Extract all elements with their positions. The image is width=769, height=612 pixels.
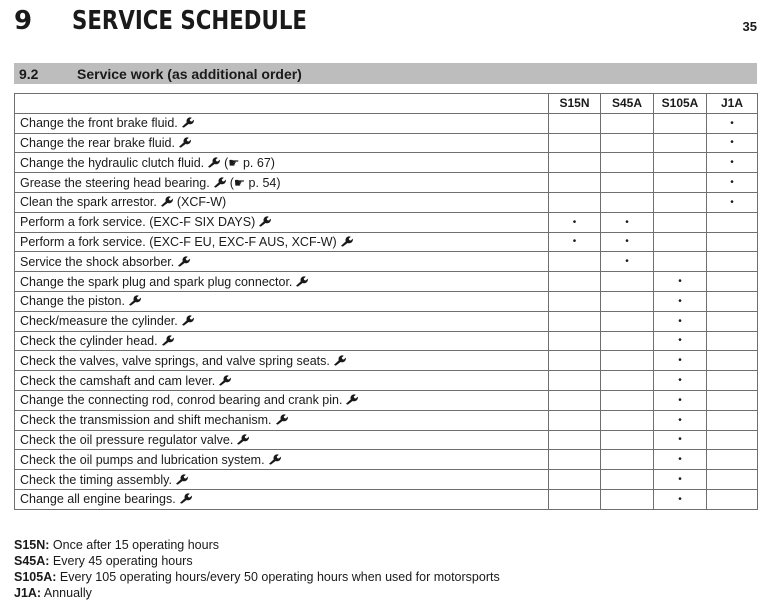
task-label: Change the front brake fluid. bbox=[20, 116, 178, 131]
interval-mark-cell bbox=[549, 331, 601, 351]
legend-key: S15N: bbox=[14, 538, 50, 552]
interval-mark-cell: • bbox=[654, 410, 707, 430]
column-header: S45A bbox=[601, 94, 654, 114]
task-label: Change all engine bearings. bbox=[20, 492, 176, 507]
wrench-icon bbox=[207, 156, 220, 168]
table-row bbox=[15, 153, 758, 173]
task-cell bbox=[15, 153, 549, 173]
interval-mark-cell bbox=[654, 133, 707, 153]
interval-mark-cell bbox=[601, 291, 654, 311]
interval-mark-cell bbox=[707, 311, 758, 331]
task-label: Check the camshaft and cam lever. bbox=[20, 373, 216, 388]
table-row bbox=[15, 430, 758, 450]
interval-mark-cell: • bbox=[654, 331, 707, 351]
interval-mark-cell bbox=[707, 450, 758, 470]
wrench-icon bbox=[160, 195, 173, 207]
interval-mark-cell bbox=[549, 311, 601, 331]
table-row bbox=[15, 351, 758, 371]
interval-mark-cell bbox=[549, 272, 601, 292]
interval-mark-cell: • bbox=[707, 173, 758, 193]
wrench-icon bbox=[179, 492, 192, 504]
interval-mark-cell bbox=[707, 212, 758, 232]
legend-key: S45A: bbox=[14, 554, 50, 568]
interval-mark-cell: • bbox=[654, 371, 707, 391]
task-cell bbox=[15, 430, 549, 450]
task-label: Change the connecting rod, conrod bearing and crank pin. bbox=[20, 393, 343, 408]
interval-mark-cell bbox=[654, 113, 707, 133]
interval-mark-cell bbox=[549, 450, 601, 470]
wrench-icon bbox=[181, 116, 194, 128]
interval-mark-cell bbox=[601, 311, 654, 331]
legend-text: Once after 15 operating hours bbox=[52, 538, 219, 552]
task-cell bbox=[15, 291, 549, 311]
interval-mark-cell bbox=[601, 430, 654, 450]
interval-mark-cell bbox=[654, 192, 707, 212]
wrench-icon bbox=[258, 215, 271, 227]
table-row bbox=[15, 331, 758, 351]
interval-mark-cell bbox=[654, 232, 707, 252]
interval-mark-cell bbox=[707, 291, 758, 311]
task-cell bbox=[15, 371, 549, 391]
task-label: Check the oil pressure regulator valve. bbox=[20, 432, 234, 447]
interval-mark-cell bbox=[707, 252, 758, 272]
interval-mark-cell: • bbox=[707, 113, 758, 133]
interval-mark-cell bbox=[549, 252, 601, 272]
legend-text: Every 45 operating hours bbox=[52, 554, 193, 568]
task-label: Grease the steering head bearing. bbox=[20, 176, 210, 191]
table-row bbox=[15, 173, 758, 193]
table-row bbox=[15, 311, 758, 331]
table-header-task bbox=[15, 94, 549, 114]
interval-mark-cell bbox=[601, 390, 654, 410]
wrench-icon bbox=[340, 235, 353, 247]
service-schedule-table bbox=[14, 93, 758, 510]
task-cell bbox=[15, 192, 549, 212]
legend-item bbox=[14, 553, 500, 569]
table-row bbox=[15, 470, 758, 490]
wrench-icon bbox=[161, 334, 174, 346]
task-cell bbox=[15, 272, 549, 292]
interval-mark-cell bbox=[601, 331, 654, 351]
interval-mark-cell bbox=[601, 173, 654, 193]
interval-mark-cell bbox=[707, 430, 758, 450]
interval-mark-cell: • bbox=[654, 430, 707, 450]
task-cell bbox=[15, 489, 549, 509]
wrench-icon bbox=[213, 176, 226, 188]
section-number: 9.2 bbox=[19, 66, 39, 82]
wrench-icon bbox=[345, 393, 358, 405]
interval-mark-cell bbox=[601, 272, 654, 292]
chapter-number: 9 bbox=[14, 6, 33, 36]
wrench-icon bbox=[181, 314, 194, 326]
interval-mark-cell: • bbox=[707, 133, 758, 153]
task-label: Check the transmission and shift mechanism. bbox=[20, 413, 272, 428]
interval-mark-cell bbox=[601, 410, 654, 430]
task-label: Clean the spark arrestor. bbox=[20, 195, 157, 210]
interval-mark-cell bbox=[707, 371, 758, 391]
interval-mark-cell bbox=[601, 351, 654, 371]
table-row bbox=[15, 371, 758, 391]
table-row bbox=[15, 212, 758, 232]
section-header bbox=[14, 63, 757, 84]
interval-mark-cell bbox=[654, 153, 707, 173]
interval-mark-cell bbox=[549, 153, 601, 173]
interval-mark-cell: • bbox=[601, 212, 654, 232]
task-label: Change the spark plug and spark plug connector. bbox=[20, 274, 293, 289]
table-row bbox=[15, 410, 758, 430]
interval-mark-cell: • bbox=[707, 192, 758, 212]
task-cell bbox=[15, 331, 549, 351]
column-header: S105A bbox=[654, 94, 707, 114]
task-label: Perform a fork service. (EXC-F EU, EXC-F AUS, XCF-W) bbox=[20, 234, 337, 249]
page-number: 35 bbox=[742, 19, 757, 34]
legend-key: S105A: bbox=[14, 570, 57, 584]
table-row bbox=[15, 192, 758, 212]
task-cell bbox=[15, 410, 549, 430]
interval-mark-cell: • bbox=[654, 489, 707, 509]
wrench-icon bbox=[178, 136, 191, 148]
task-suffix: (☛ p. 54) bbox=[229, 176, 281, 191]
task-label: Change the rear brake fluid. bbox=[20, 135, 175, 150]
task-cell bbox=[15, 133, 549, 153]
table-row bbox=[15, 489, 758, 509]
interval-mark-cell bbox=[549, 351, 601, 371]
interval-mark-cell bbox=[549, 371, 601, 391]
table-row bbox=[15, 232, 758, 252]
legend-text: Annually bbox=[43, 586, 92, 600]
task-cell bbox=[15, 173, 549, 193]
table-row bbox=[15, 291, 758, 311]
interval-mark-cell bbox=[601, 489, 654, 509]
task-label: Check the timing assembly. bbox=[20, 472, 172, 487]
task-cell bbox=[15, 252, 549, 272]
task-label: Check the oil pumps and lubrication system. bbox=[20, 452, 265, 467]
interval-mark-cell bbox=[707, 331, 758, 351]
table-row bbox=[15, 133, 758, 153]
interval-mark-cell: • bbox=[654, 311, 707, 331]
table-row bbox=[15, 272, 758, 292]
task-suffix: (☛ p. 67) bbox=[224, 156, 275, 171]
wrench-icon bbox=[175, 473, 188, 485]
interval-mark-cell: • bbox=[601, 232, 654, 252]
wrench-icon bbox=[333, 354, 346, 366]
legend-text: Every 105 operating hours/every 50 operating hours when used for motorsports bbox=[59, 570, 500, 584]
task-cell bbox=[15, 113, 549, 133]
table-header-row bbox=[15, 94, 758, 114]
interval-mark-cell: • bbox=[707, 153, 758, 173]
task-label: Perform a fork service. (EXC-F SIX DAYS) bbox=[20, 215, 256, 230]
interval-mark-cell: • bbox=[549, 232, 601, 252]
wrench-icon bbox=[218, 374, 231, 386]
interval-mark-cell bbox=[707, 272, 758, 292]
task-cell bbox=[15, 470, 549, 490]
task-label: Check the cylinder head. bbox=[20, 333, 158, 348]
task-label: Service the shock absorber. bbox=[20, 254, 175, 269]
table-row bbox=[15, 390, 758, 410]
interval-mark-cell bbox=[549, 489, 601, 509]
interval-mark-cell: • bbox=[654, 470, 707, 490]
wrench-icon bbox=[177, 255, 190, 267]
task-cell bbox=[15, 450, 549, 470]
interval-mark-cell bbox=[549, 173, 601, 193]
column-header: S15N bbox=[549, 94, 601, 114]
task-cell bbox=[15, 232, 549, 252]
interval-mark-cell bbox=[549, 470, 601, 490]
interval-mark-cell bbox=[549, 390, 601, 410]
interval-mark-cell bbox=[549, 192, 601, 212]
wrench-icon bbox=[295, 275, 308, 287]
interval-mark-cell bbox=[654, 173, 707, 193]
interval-mark-cell bbox=[654, 212, 707, 232]
legend-key: J1A: bbox=[14, 586, 42, 600]
table-row bbox=[15, 450, 758, 470]
task-cell bbox=[15, 212, 549, 232]
interval-mark-cell bbox=[549, 133, 601, 153]
table-row bbox=[15, 252, 758, 272]
wrench-icon bbox=[236, 433, 249, 445]
interval-mark-cell: • bbox=[654, 351, 707, 371]
interval-mark-cell: • bbox=[549, 212, 601, 232]
chapter-title: SERVICE SCHEDULE bbox=[72, 6, 307, 36]
interval-mark-cell: • bbox=[654, 291, 707, 311]
interval-mark-cell bbox=[707, 470, 758, 490]
interval-mark-cell bbox=[707, 390, 758, 410]
interval-mark-cell: • bbox=[654, 390, 707, 410]
wrench-icon bbox=[275, 413, 288, 425]
task-label: Check the valves, valve springs, and valve spring seats. bbox=[20, 353, 330, 368]
interval-mark-cell bbox=[707, 232, 758, 252]
task-label: Change the hydraulic clutch fluid. bbox=[20, 156, 205, 171]
task-cell bbox=[15, 311, 549, 331]
task-label: Check/measure the cylinder. bbox=[20, 314, 178, 329]
interval-mark-cell bbox=[707, 351, 758, 371]
interval-mark-cell bbox=[549, 113, 601, 133]
interval-mark-cell bbox=[549, 410, 601, 430]
legend bbox=[14, 537, 500, 601]
interval-mark-cell bbox=[549, 430, 601, 450]
wrench-icon bbox=[268, 453, 281, 465]
interval-mark-cell: • bbox=[601, 252, 654, 272]
wrench-icon bbox=[128, 294, 141, 306]
legend-item bbox=[14, 569, 500, 585]
task-suffix: (XCF-W) bbox=[176, 195, 227, 210]
interval-mark-cell: • bbox=[654, 450, 707, 470]
task-cell bbox=[15, 390, 549, 410]
interval-mark-cell bbox=[601, 450, 654, 470]
interval-mark-cell bbox=[549, 291, 601, 311]
column-header: J1A bbox=[707, 94, 758, 114]
interval-mark-cell bbox=[654, 252, 707, 272]
interval-mark-cell bbox=[601, 133, 654, 153]
interval-mark-cell bbox=[601, 470, 654, 490]
legend-item bbox=[14, 585, 500, 601]
interval-mark-cell bbox=[601, 192, 654, 212]
task-label: Change the piston. bbox=[20, 294, 125, 309]
interval-mark-cell bbox=[707, 410, 758, 430]
interval-mark-cell: • bbox=[654, 272, 707, 292]
section-title: Service work (as additional order) bbox=[77, 66, 302, 82]
interval-mark-cell bbox=[601, 113, 654, 133]
legend-item bbox=[14, 537, 500, 553]
table-row bbox=[15, 113, 758, 133]
interval-mark-cell bbox=[707, 489, 758, 509]
task-cell bbox=[15, 351, 549, 371]
interval-mark-cell bbox=[601, 371, 654, 391]
interval-mark-cell bbox=[601, 153, 654, 173]
